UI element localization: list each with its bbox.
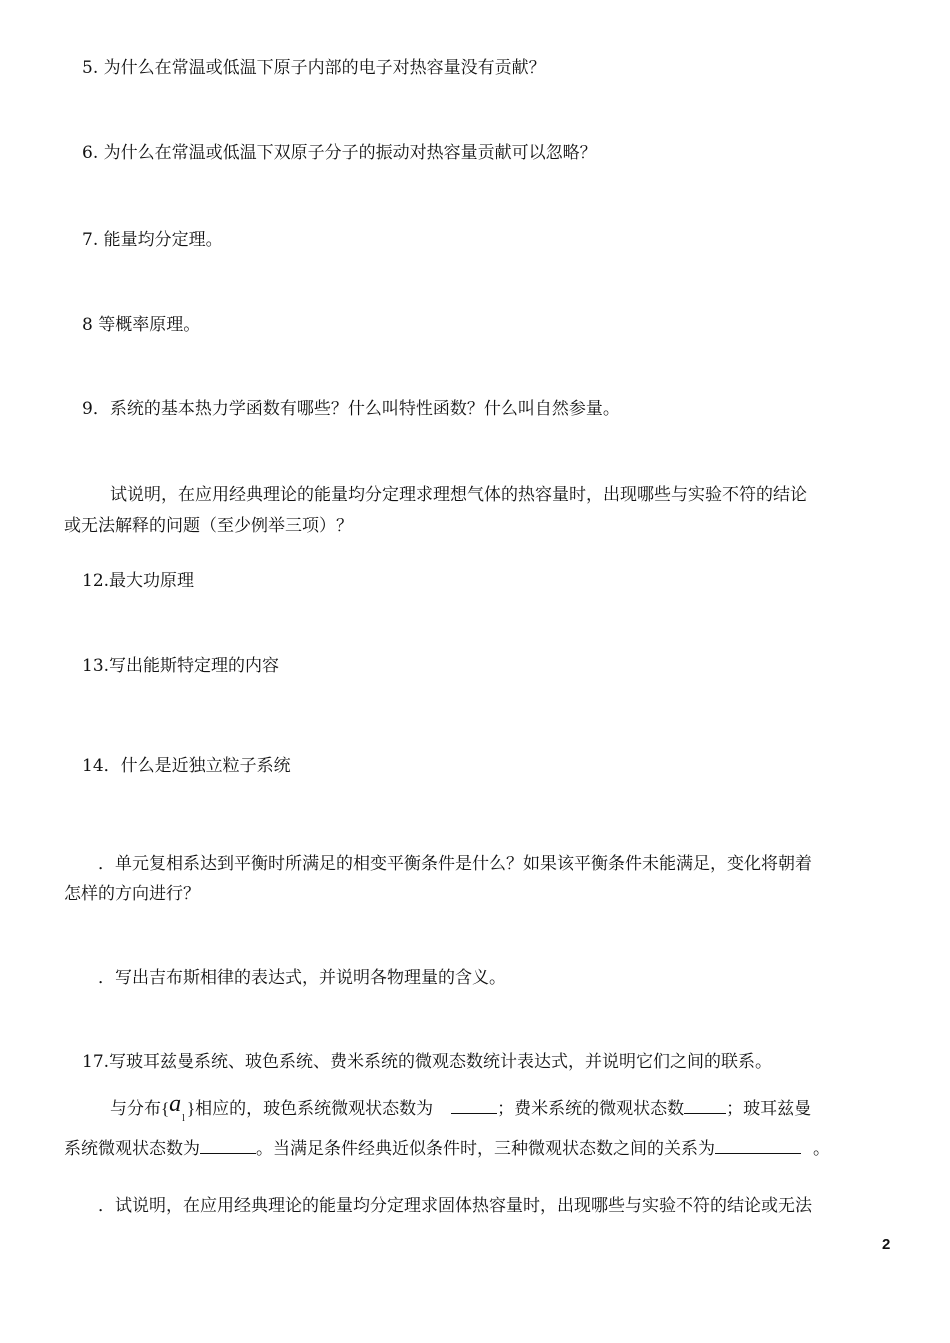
page-number: 2 [882,1236,891,1253]
question-14: 14．什么是近独立粒子系统 [82,756,291,776]
bose-states-blank [451,1097,497,1114]
question-9: 9．系统的基本热力学函数有哪些？什么叫特性函数？什么叫自然参量。 [82,399,620,419]
fill-part-1: 相应的，玻色系统微观状态数为 [195,1099,434,1119]
fill-part-2: ；费米系统的微观状态数 [497,1099,685,1119]
fill-prefix: 与分布 [110,1099,161,1119]
question-17: 17.写玻耳兹曼系统、玻色系统、费米系统的微观态数统计表达式，并说明它们之间的联系。 [82,1052,773,1072]
boltzmann-states-blank [200,1137,256,1154]
question-12: 12.最大功原理 [82,571,195,591]
fill-in-line-2 [64,1137,830,1160]
question-5: 5. 为什么在常温或低温下原子内部的电子对热容量没有贡献？ [82,58,546,78]
question-10-line-2: 或无法解释的问题（至少例举三项）？ [64,516,353,536]
question-15-line-1: ．单元复相系达到平衡时所满足的相变平衡条件是什么？如果该平衡条件未能满足，变化将朝着 [98,854,812,874]
fermi-states-blank [684,1097,726,1114]
question-7: 7. 能量均分定理。 [82,230,223,250]
distribution-symbol: $\{a_l\}$ [161,1091,196,1124]
fill-part-3: ；玻耳兹曼 [726,1099,812,1119]
fill-line2-end: 。 [813,1139,830,1159]
fill-in-line-1 [110,1091,812,1124]
fill-line2-part-1: 系统微观状态数为 [64,1139,200,1159]
question-13: 13.写出能斯特定理的内容 [82,656,280,676]
fill-line2-part-2: 。当满足条件经典近似条件时，三种微观状态数之间的关系为 [256,1139,715,1159]
question-15-line-2: 怎样的方向进行？ [64,884,200,904]
relation-blank [715,1137,801,1154]
question-16: ．写出吉布斯相律的表达式，并说明各物理量的含义。 [98,968,506,988]
question-10-line-1: 试说明，在应用经典理论的能量均分定理求理想气体的热容量时，出现哪些与实验不符的结论 [110,485,807,505]
question-8: 8 等概率原理。 [82,315,201,335]
question-19: ．试说明，在应用经典理论的能量均分定理求固体热容量时，出现哪些与实验不符的结论或无法 [98,1196,812,1216]
question-6: 6. 为什么在常温或低温下双原子分子的振动对热容量贡献可以忽略？ [82,143,597,163]
